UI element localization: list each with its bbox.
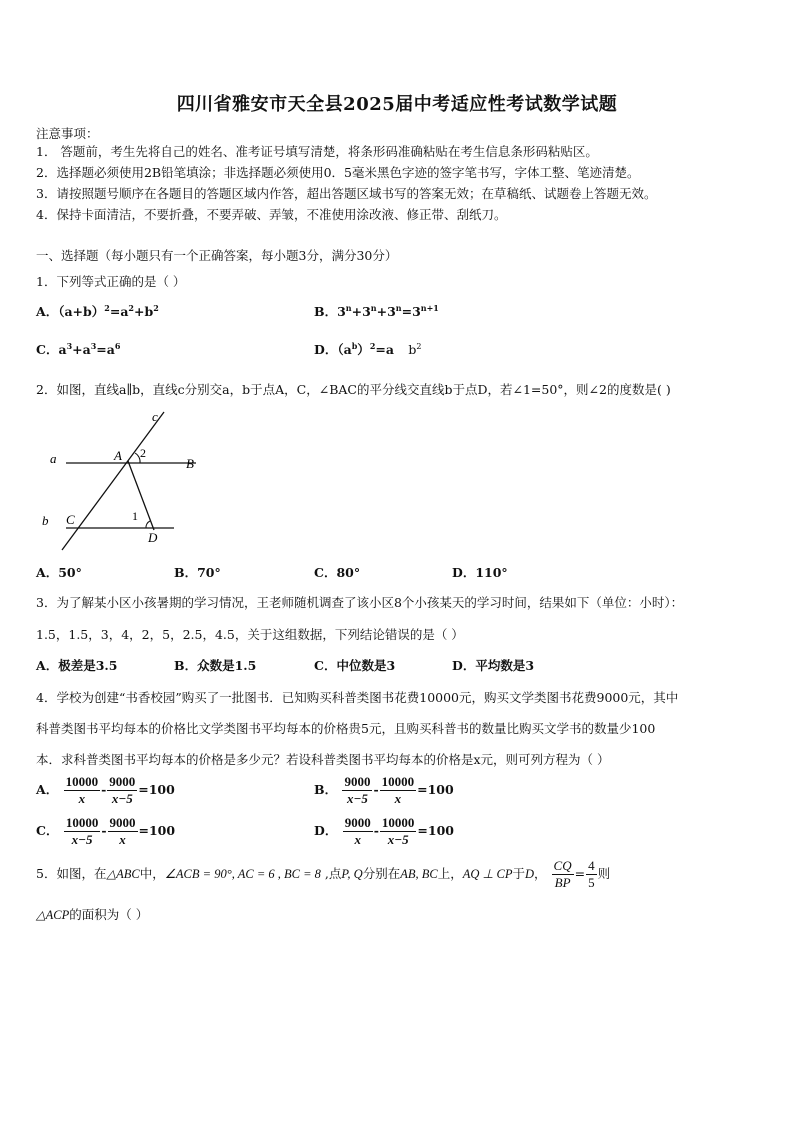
- q2-option-d: D．110°: [452, 565, 508, 580]
- label-D: D: [148, 530, 158, 545]
- label-a: a: [50, 451, 57, 466]
- q2-option-b: B．70°: [174, 565, 221, 580]
- q1-option-c: C．$a^3+a^3=a^6$: [36, 340, 121, 357]
- question-5-line2: △ACP的面积为（ ）: [36, 907, 149, 922]
- q2-option-c: C．80°: [314, 565, 361, 580]
- notice-item: 4．保持卡面清洁，不要折叠，不要弄破、弄皱，不准使用涂改液、修正带、刮纸刀。: [36, 207, 507, 222]
- question-1-stem: 1．下列等式正确的是（ ）: [36, 274, 186, 289]
- q3-option-b: B．众数是1.5: [174, 658, 257, 673]
- q3-option-d: D．平均数是3: [452, 658, 535, 673]
- question-2-stem: 2．如图，直线a∥b，直线c分别交a，b于点A，C，∠BAC的平分线交直线b于点D，若∠1=50°，则∠2的度数是( ): [36, 382, 671, 397]
- q2-option-a: A．50°: [36, 565, 82, 580]
- question-3-stem: 3．为了解某小区小孩暑期的学习情况，王老师随机调查了该小区8个小孩某天的学习时间，结果如下（单位：小时）：: [36, 595, 684, 610]
- label-b: b: [42, 513, 49, 528]
- page-title: 四川省雅安市天全县2025届中考适应性考试数学试题: [176, 94, 618, 115]
- question-5-line1: 5．如图，在△ABC中，∠ACB = 90°, AC = 6 , BC = 8 ,点P, Q分别在AB, BC上，AQ ⊥ CP于D， $\frac{CQ}{BP}$ = $\frac{4}{5}$ 则: [36, 858, 611, 890]
- q4-option-a: A． $\frac{10000}{x}$ - $\frac{9000}{x-5}$ =100: [36, 774, 175, 806]
- notice-item: 1． 答题前，考生先将自己的姓名、准考证号填写清楚，将条形码准确粘贴在考生信息条形码粘贴区。: [36, 144, 598, 159]
- question-4-line2: 科普类图书平均每本的价格比文学类图书平均每本的价格贵5元，且购买科普书的数量比购买文学书的数量少100: [36, 721, 656, 736]
- question-4-line1: 4．学校为创建“书香校园”购买了一批图书．已知购买科普类图书花费10000元，购买文学类图书花费9000元，其中: [36, 690, 679, 705]
- label-C: C: [66, 512, 75, 527]
- notice-heading: 注意事项：: [36, 126, 99, 141]
- q1-option-a: A．$(a+b)^2=a^2+b^2$: [36, 302, 159, 319]
- q3-option-a: A．极差是3.5: [36, 658, 118, 673]
- notice-item: 3．请按照题号顺序在各题目的答题区域内作答，超出答题区域书写的答案无效；在草稿纸、试题卷上答题无效。: [36, 186, 657, 201]
- label-angle-2: 2: [140, 446, 146, 460]
- q1-option-d: D．$(a^b)^2=a$ $b^2$: [314, 340, 422, 357]
- question-4-line3: 本．求科普类图书平均每本的价格是多少元？若设科普类图书平均每本的价格是x元，则可列方程为（ ）: [36, 752, 610, 767]
- angle-1-arc: [146, 521, 150, 528]
- notice-item: 2．选择题必须使用2B铅笔填涂；非选择题必须使用0．5毫米黑色字迹的签字笔书写，字体工整、笔迹清楚。: [36, 165, 640, 180]
- label-B: B: [186, 456, 194, 471]
- label-angle-1: 1: [132, 509, 138, 523]
- label-A: A: [114, 448, 122, 463]
- q3-option-c: C．中位数是3: [314, 658, 396, 673]
- geometry-figure: [36, 404, 206, 554]
- question-3-data: 1.5，1.5，3，4，2，5，2.5，4.5，关于这组数据，下列结论错误的是（ ）: [36, 627, 464, 642]
- q4-option-c: C． $\frac{10000}{x-5}$ - $\frac{9000}{x}$ =100: [36, 815, 176, 847]
- q4-option-d: D． $\frac{9000}{x}$ - $\frac{10000}{x-5}$ =100: [314, 815, 454, 847]
- q1-option-b: B．$3^n+3^n+3^n=3^{n+1}$: [314, 302, 439, 319]
- label-c: c: [152, 409, 158, 424]
- section-heading: 一、选择题（每小题只有一个正确答案，每小题3分，满分30分）: [36, 248, 398, 263]
- q4-option-b: B． $\frac{9000}{x-5}$ - $\frac{10000}{x}$ =100: [314, 774, 454, 806]
